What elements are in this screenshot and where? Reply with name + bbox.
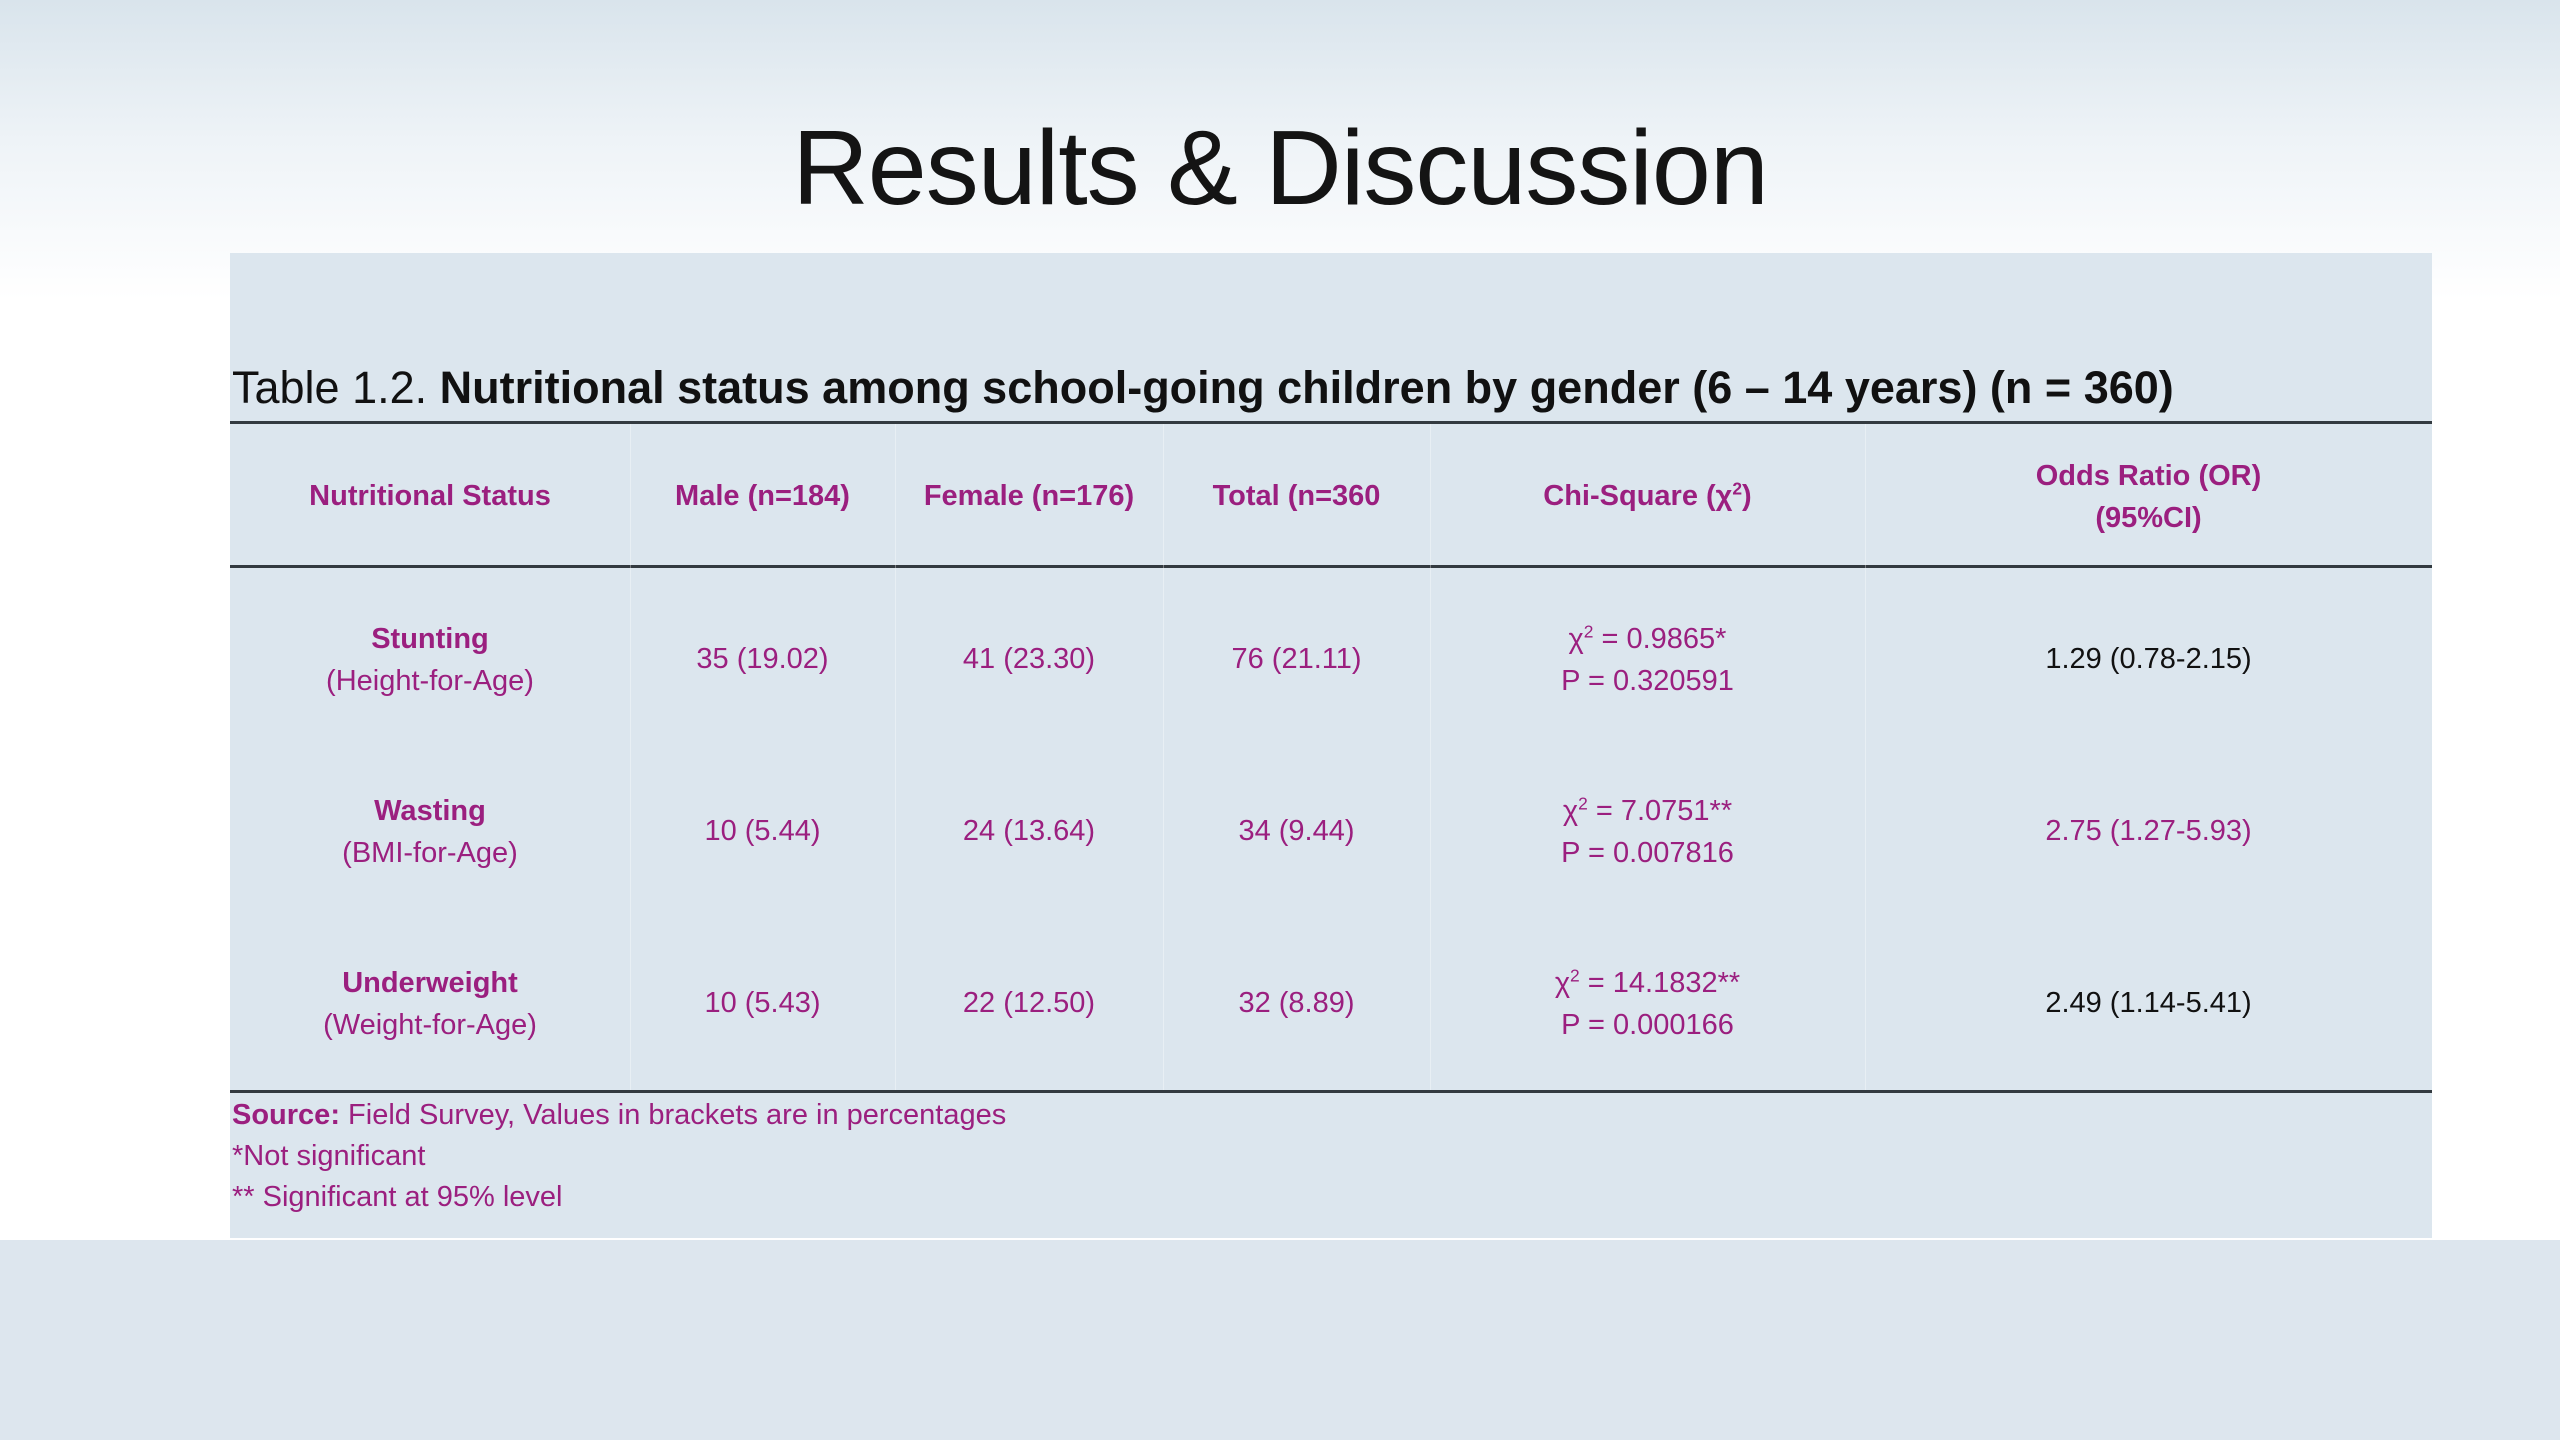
chi-line bbox=[1430, 790, 1865, 832]
header-chi-square bbox=[1430, 475, 1865, 517]
chi-value: = 14.1832** bbox=[1579, 967, 1741, 999]
cell-chi-square bbox=[1430, 962, 1865, 1046]
chi-line bbox=[1430, 618, 1865, 660]
p-value: P = 0.320591 bbox=[1561, 665, 1734, 697]
chi-symbol: χ bbox=[1554, 967, 1571, 999]
cell-female: 41 (23.30) bbox=[962, 643, 1096, 675]
cell-male: 10 (5.43) bbox=[704, 987, 821, 1019]
slide-title: Results & Discussion bbox=[792, 109, 1768, 227]
chi-sup: 2 bbox=[1583, 621, 1594, 642]
chi-sup: 2 bbox=[1570, 965, 1580, 986]
header-chi-sup: 2 bbox=[1732, 478, 1743, 499]
cell-total: 76 (21.11) bbox=[1231, 643, 1362, 675]
chi-value: = 7.0751** bbox=[1587, 795, 1733, 827]
footnote-significant: ** Significant at 95% level bbox=[232, 1181, 563, 1213]
table-row-status bbox=[230, 962, 630, 1046]
status-name: Stunting bbox=[371, 623, 489, 655]
p-value: P = 0.007816 bbox=[1561, 837, 1734, 869]
chi-symbol: χ bbox=[1568, 623, 1584, 655]
status-name: Wasting bbox=[374, 795, 486, 827]
cell-odds-ratio: 1.29 (0.78-2.15) bbox=[2045, 643, 2252, 675]
cell-male: 35 (19.02) bbox=[696, 643, 829, 675]
header-chi-suffix: ) bbox=[1742, 480, 1752, 512]
p-value: P = 0.000166 bbox=[1561, 1009, 1734, 1041]
table-header-rule bbox=[230, 565, 2432, 568]
cell-total: 32 (8.89) bbox=[1238, 987, 1355, 1019]
cell-chi-square bbox=[1430, 790, 1865, 874]
table-row-status bbox=[230, 790, 630, 874]
status-sub: (Weight-for-Age) bbox=[323, 1009, 537, 1041]
source-label: Source: bbox=[232, 1099, 340, 1131]
source-note bbox=[232, 1095, 1006, 1136]
status-name: Underweight bbox=[342, 967, 518, 999]
chi-value: = 0.9865* bbox=[1593, 623, 1727, 655]
cell-total: 34 (9.44) bbox=[1238, 815, 1355, 847]
cell-odds-ratio: 2.75 (1.27-5.93) bbox=[2045, 815, 2252, 847]
caption-title: Nutritional status among school-going children by gender (6 – 14 years) (n = 360) bbox=[439, 362, 2174, 413]
header-nutritional-status: Nutritional Status bbox=[309, 480, 551, 512]
header-total: Total (n=360 bbox=[1212, 480, 1381, 512]
header-or-line1: Odds Ratio (OR) bbox=[2035, 460, 2262, 492]
header-male: Male (n=184) bbox=[675, 480, 850, 512]
header-odds-ratio bbox=[1865, 455, 2432, 539]
chi-sup: 2 bbox=[1578, 793, 1588, 814]
table-caption bbox=[232, 362, 2432, 414]
table-bottom-rule bbox=[230, 1090, 2432, 1093]
caption-prefix: Table 1.2. bbox=[232, 362, 440, 413]
header-or-line2: (95%CI) bbox=[2095, 502, 2202, 534]
header-female: Female (n=176) bbox=[923, 480, 1135, 512]
chi-symbol: χ bbox=[1562, 795, 1579, 827]
status-sub: (Height-for-Age) bbox=[326, 665, 534, 697]
source-text: Field Survey, Values in brackets are in percentages bbox=[339, 1099, 1007, 1131]
cell-female: 24 (13.64) bbox=[962, 815, 1096, 847]
cell-male: 10 (5.44) bbox=[704, 815, 821, 847]
cell-chi-square bbox=[1430, 618, 1865, 702]
footnote-not-significant: *Not significant bbox=[232, 1140, 426, 1172]
table-top-rule bbox=[230, 421, 2432, 424]
table-row-status bbox=[230, 618, 630, 702]
chi-line bbox=[1430, 962, 1865, 1004]
slide-bottom-band bbox=[0, 1240, 2560, 1440]
table-notes bbox=[232, 1095, 1006, 1218]
status-sub: (BMI-for-Age) bbox=[342, 837, 518, 869]
header-chi-prefix: Chi-Square (χ bbox=[1543, 480, 1733, 512]
cell-odds-ratio: 2.49 (1.14-5.41) bbox=[2045, 987, 2252, 1019]
cell-female: 22 (12.50) bbox=[962, 987, 1096, 1019]
